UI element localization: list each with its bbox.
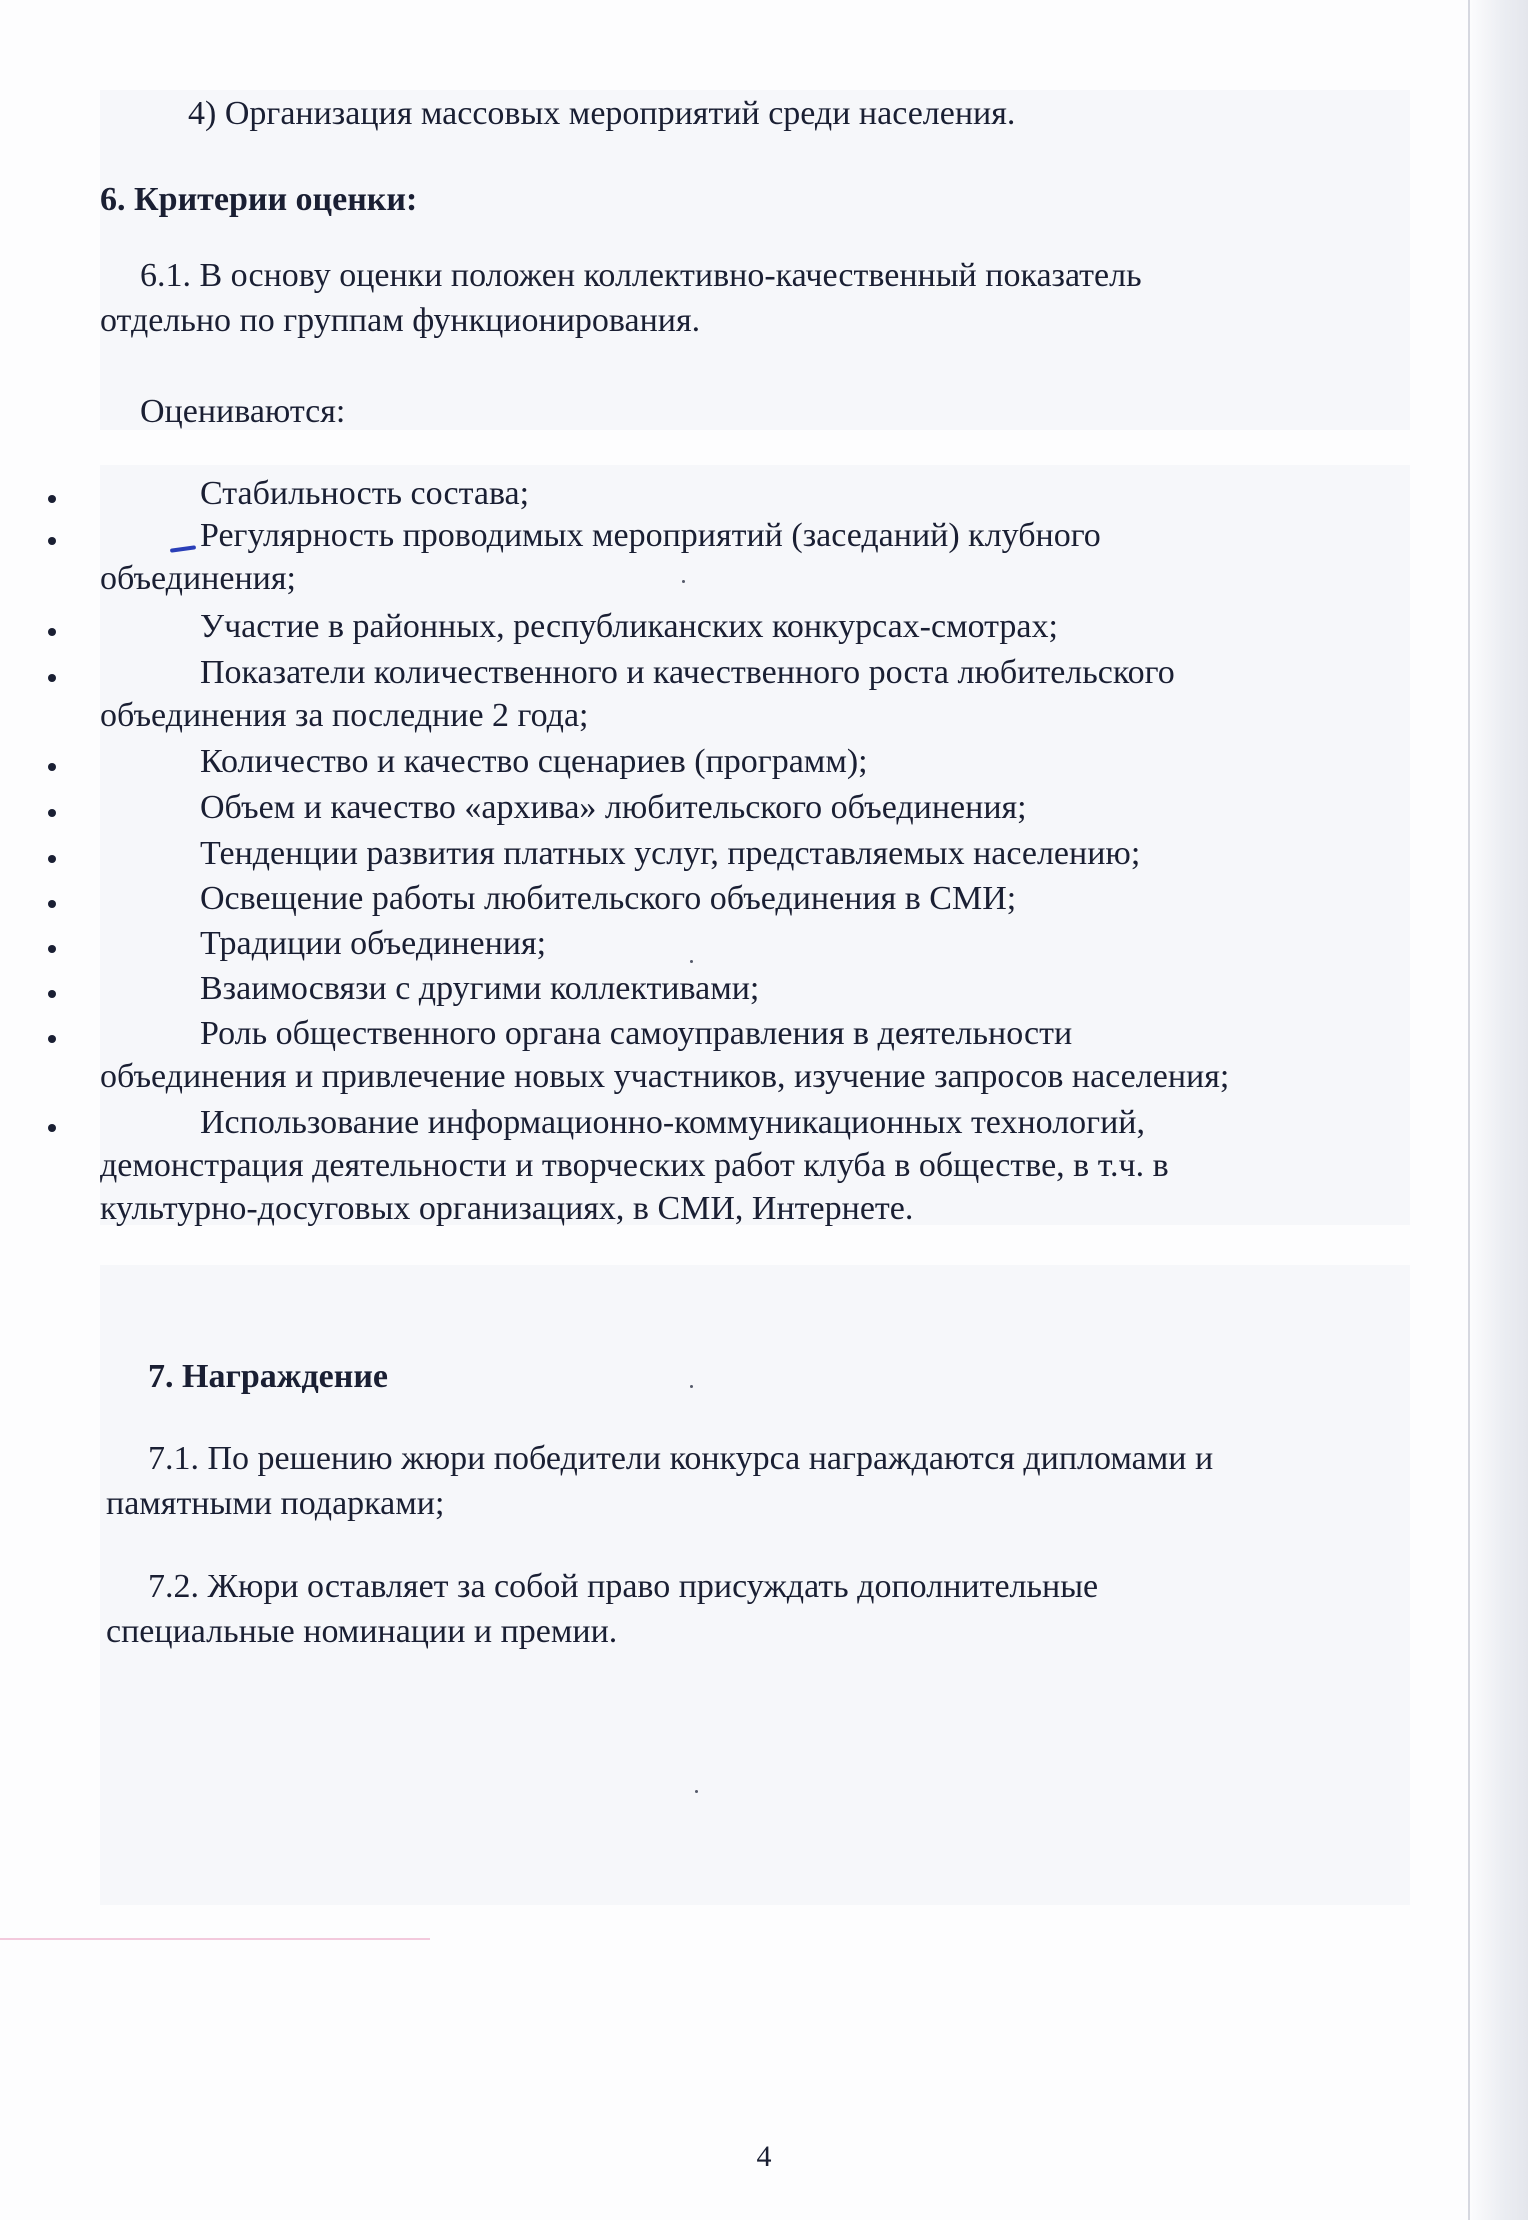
bullet-icon	[48, 1035, 56, 1043]
scan-speck	[690, 960, 693, 963]
criteria-item-continuation: объединения за последние 2 года;	[100, 697, 589, 734]
paragraph-6-1-line-1: 6.1. В основу оценки положен коллективно-качественный показатель	[140, 257, 1142, 294]
page-number: 4	[756, 2140, 772, 2173]
bullet-icon	[48, 809, 56, 817]
evaluated-label: Оцениваются:	[140, 393, 346, 430]
scan-speck	[695, 1790, 698, 1793]
section-7-heading: 7. Награждение	[148, 1358, 389, 1395]
list-item-4: 4) Организация массовых мероприятий среди населения.	[188, 95, 1016, 132]
criteria-item: Использование информационно-коммуникационных технологий,	[200, 1104, 1145, 1141]
bullet-icon	[48, 763, 56, 771]
criteria-item-continuation: культурно-досуговых организациях, в СМИ, Интернете.	[100, 1190, 914, 1227]
bullet-icon	[48, 900, 56, 908]
scan-edge-shadow	[1468, 0, 1528, 2220]
bullet-icon	[48, 1124, 56, 1132]
criteria-item: Взаимосвязи с другими коллективами;	[200, 970, 760, 1007]
paragraph-7-1-line-1: 7.1. По решению жюри победители конкурса награждаются дипломами и	[148, 1440, 1214, 1477]
criteria-item: Освещение работы любительского объединения в СМИ;	[200, 880, 1017, 917]
section-6-heading: 6. Критерии оценки:	[100, 181, 418, 218]
scan-speck	[690, 1385, 693, 1388]
bullet-icon	[48, 537, 56, 545]
paragraph-7-1-line-2: памятными подарками;	[106, 1485, 445, 1522]
paragraph-7-2-line-2: специальные номинации и премии.	[106, 1613, 618, 1650]
criteria-item: Участие в районных, республиканских конкурсах-смотрах;	[200, 608, 1058, 645]
scan-speck	[682, 580, 685, 583]
criteria-item: Объем и качество «архива» любительского объединения;	[200, 789, 1027, 826]
criteria-item-continuation: демонстрация деятельности и творческих работ клуба в обществе, в т.ч. в	[100, 1147, 1169, 1184]
criteria-item: Показатели количественного и качественного роста любительского	[200, 654, 1175, 691]
scan-artifact-line	[0, 1938, 430, 1940]
criteria-item: Регулярность проводимых мероприятий (заседаний) клубного	[200, 517, 1101, 554]
bullet-icon	[48, 855, 56, 863]
bullet-icon	[48, 495, 56, 503]
criteria-item-continuation: объединения;	[100, 560, 296, 597]
paragraph-7-2-line-1: 7.2. Жюри оставляет за собой право присуждать дополнительные	[148, 1568, 1099, 1605]
bullet-icon	[48, 990, 56, 998]
bullet-icon	[48, 674, 56, 682]
scan-edge-line	[1468, 0, 1470, 2220]
criteria-item: Количество и качество сценариев (программ);	[200, 743, 868, 780]
criteria-item: Тенденции развития платных услуг, представляемых населению;	[200, 835, 1141, 872]
criteria-item: Традиции объединения;	[200, 925, 547, 962]
paragraph-6-1-line-2: отдельно по группам функционирования.	[100, 302, 701, 339]
bullet-icon	[48, 945, 56, 953]
criteria-item: Роль общественного органа самоуправления в деятельности	[200, 1015, 1073, 1052]
bullet-icon	[48, 628, 56, 636]
criteria-item-continuation: объединения и привлечение новых участников, изучение запросов населения;	[100, 1058, 1230, 1095]
criteria-item: Стабильность состава;	[200, 475, 530, 512]
